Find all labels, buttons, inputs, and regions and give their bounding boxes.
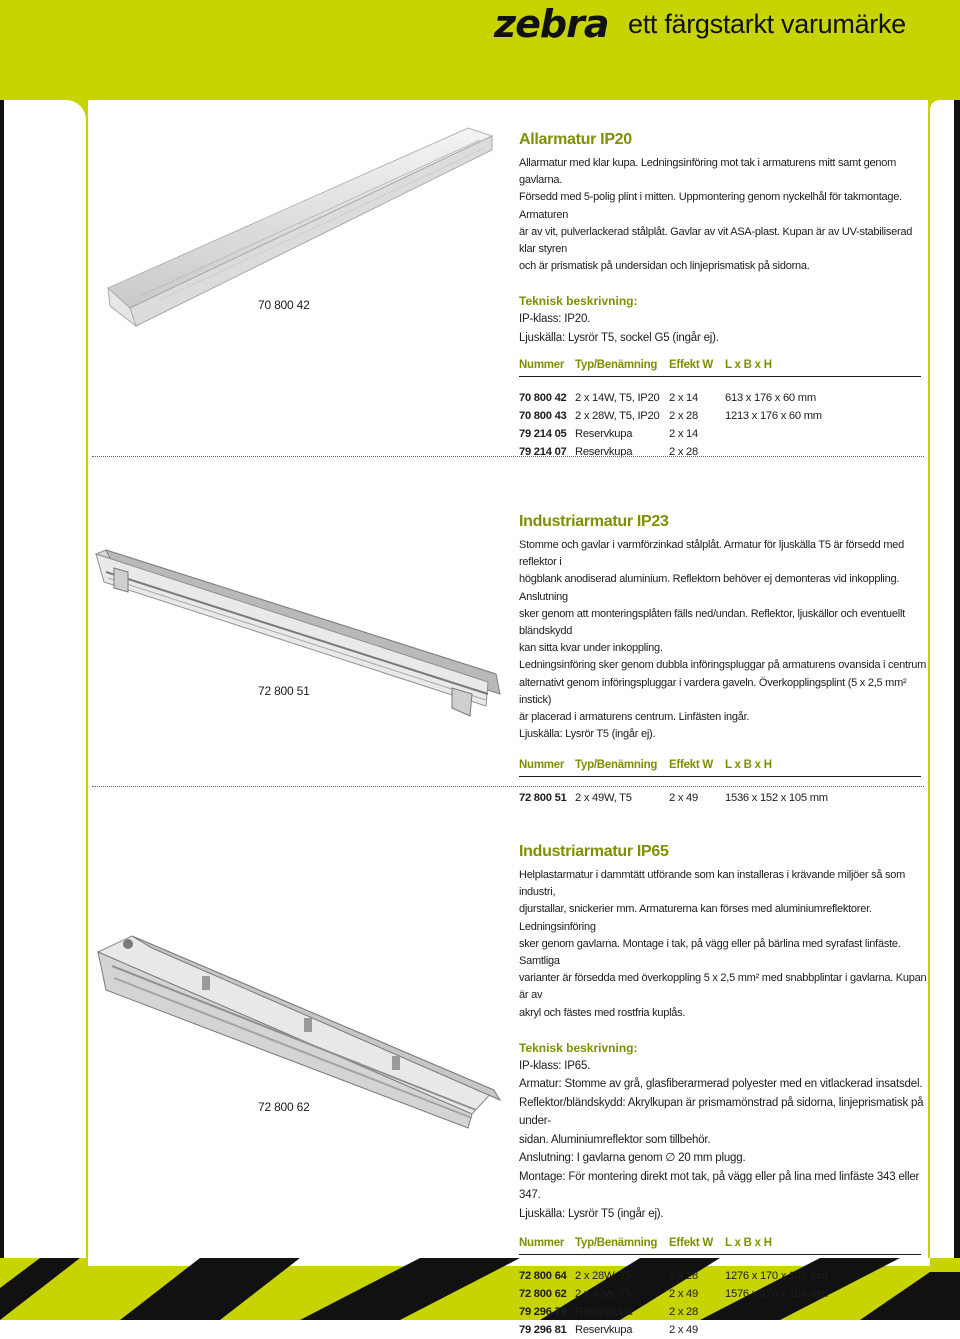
tech-line: Anslutning: I gavlarna genom ∅ 20 mm plugg. [519,1152,746,1165]
product-image-industriarmatur-ip23 [92,548,512,728]
table-row: 70 800 42 2 x 14W, T5, IP20 2 x 14 613 x 176 x 60 mm [519,392,816,405]
tech-line: Montage: För montering direkt mot tak, på vägg eller på lina med linfäste 343 eller 347. [519,1170,920,1202]
tech-line: Ljuskälla: Lysrör T5, sockel G5 (ingår ej). [519,331,719,344]
product-industriarmatur-ip23 [519,512,929,807]
col-header: Typ/Benämning [575,1237,669,1255]
col-header: Nummer [519,359,575,377]
col-header: Effekt W [669,359,725,377]
tech-line: sidan. Aluminiumreflektor som tillbehör. [519,1133,711,1146]
page-frame-left [0,100,86,1265]
product-image-allarmatur [100,120,500,350]
left-black-edge [0,100,4,1260]
table-row: 72 800 62 2 x 49W, T5 2 x 49 1576 x 170 x 108 mm [519,1288,828,1301]
product-title: Industriarmatur IP23 [519,513,669,530]
tech-heading: Teknisk beskrivning: [519,294,638,309]
col-header: Nummer [519,759,575,777]
table-row: 70 800 43 2 x 28W, T5, IP20 2 x 28 1213 x 176 x 60 mm [519,410,822,423]
product-industriarmatur-ip65 [519,842,929,1339]
col-header: Typ/Benämning [575,759,669,777]
brand-slogan: ett färgstarkt varumärke [628,9,906,39]
product-title: Industriarmatur IP65 [519,843,669,860]
tech-line: Reflektor/bländskydd: Akrylkupan är prismamönstrad på sidorna, linjeprismatisk på under- [519,1096,924,1128]
col-header: L x B x H [725,759,921,777]
tech-line: Armatur: Stomme av grå, glasfiberarmerad polyester med en vitlackerad insatsdel. [519,1078,923,1091]
table-row: 79 214 05 Reservkupa 2 x 14 [519,428,698,441]
spec-table [519,359,921,461]
product-description: Stomme och gavlar i varmförzinkad stålplåt. Armatur för ljuskälla T5 är försedd med reflektor i högblank anodiserad aluminium. Reflektorn behöver ej demonteras vid inkoppling. Anslutning sker genom att monteringsplåten fälls ned/undan. Reflektor, ljuskällor och eventuellt bländskydd kan sitta kvar under inkoppling. Ledningsinföring sker genom dubbla införingspluggar på armaturens ovansida i centrum alternativt genom införingspluggar i vardera gaveln. Överkopplingsplint (5 x 2,5 mm² instick) är placerad i armaturens centrum. Linfästen ingår. Ljuskälla: Lysrör T5 (ingår ej). [519,539,927,741]
product-description: Helplastarmatur i dammtätt utförande som kan installeras i krävande miljöer så som industri, djurstallar, snickerier mm. Armaturerna kan förses med aluminiumreflektorer. Ledningsinföring sker genom gavlarna. Montage i tak, på vägg eller på bärlina med syrafast linfäste. Samtliga varianter är försedda med överkoppling 5 x 2,5 mm² med snabbplintar i gavlarna. Kupan är av akryl och fästes med rostfria kuplås. [519,869,927,1019]
art-no-label: 72 800 51 [258,684,310,698]
spec-table [519,1237,921,1339]
table-row: 79 296 79 Reservkupa 2 x 28 [519,1306,698,1319]
table-row: 72 800 51 2 x 49W, T5 2 x 49 1536 x 152 x 105 mm [519,792,828,805]
tech-heading: Teknisk beskrivning: [519,1040,638,1055]
product-allarmatur [519,130,929,461]
col-header: Effekt W [669,759,725,777]
col-header: Typ/Benämning [575,359,669,377]
art-no-label: 72 800 62 [258,1100,310,1114]
product-title: Allarmatur IP20 [519,131,632,148]
tech-line: IP-klass: IP20. [519,313,591,326]
col-header: Nummer [519,1237,575,1255]
table-row: 79 296 81 Reservkupa 2 x 49 [519,1324,698,1337]
section-divider [92,786,924,787]
col-header: Effekt W [669,1237,725,1255]
tech-line: IP-klass: IP65. [519,1059,591,1072]
tech-line: Ljuskälla: Lysrör T5 (ingår ej). [519,1207,664,1220]
table-row: 79 214 07 Reservkupa 2 x 28 [519,446,698,459]
table-row: 72 800 64 2 x 28W, T5 2 x 28 1276 x 170 x 108 mm [519,1270,828,1283]
spec-table [519,759,921,807]
art-no-label: 70 800 42 [258,298,310,312]
col-header: L x B x H [725,359,921,377]
section-divider [92,456,924,457]
brand-logo: zebra [494,2,609,46]
right-black-edge [954,100,960,1260]
product-description: Allarmatur med klar kupa. Ledningsinföring mot tak i armaturens mitt samt genom gavlarna. Försedd med 5-polig plint i mitten. Uppmontering genom nyckelhål för takmontage. Armaturen är av vit, pulverlackerad stålplåt. Gavlar av vit ASA-plast. Kupan är av UV-stabiliserad klar styren och är prismatisk på undersidan och linjeprismatisk på sidorna. [519,157,913,273]
page-number: 8 [14,1270,29,1300]
col-header: L x B x H [725,1237,921,1255]
